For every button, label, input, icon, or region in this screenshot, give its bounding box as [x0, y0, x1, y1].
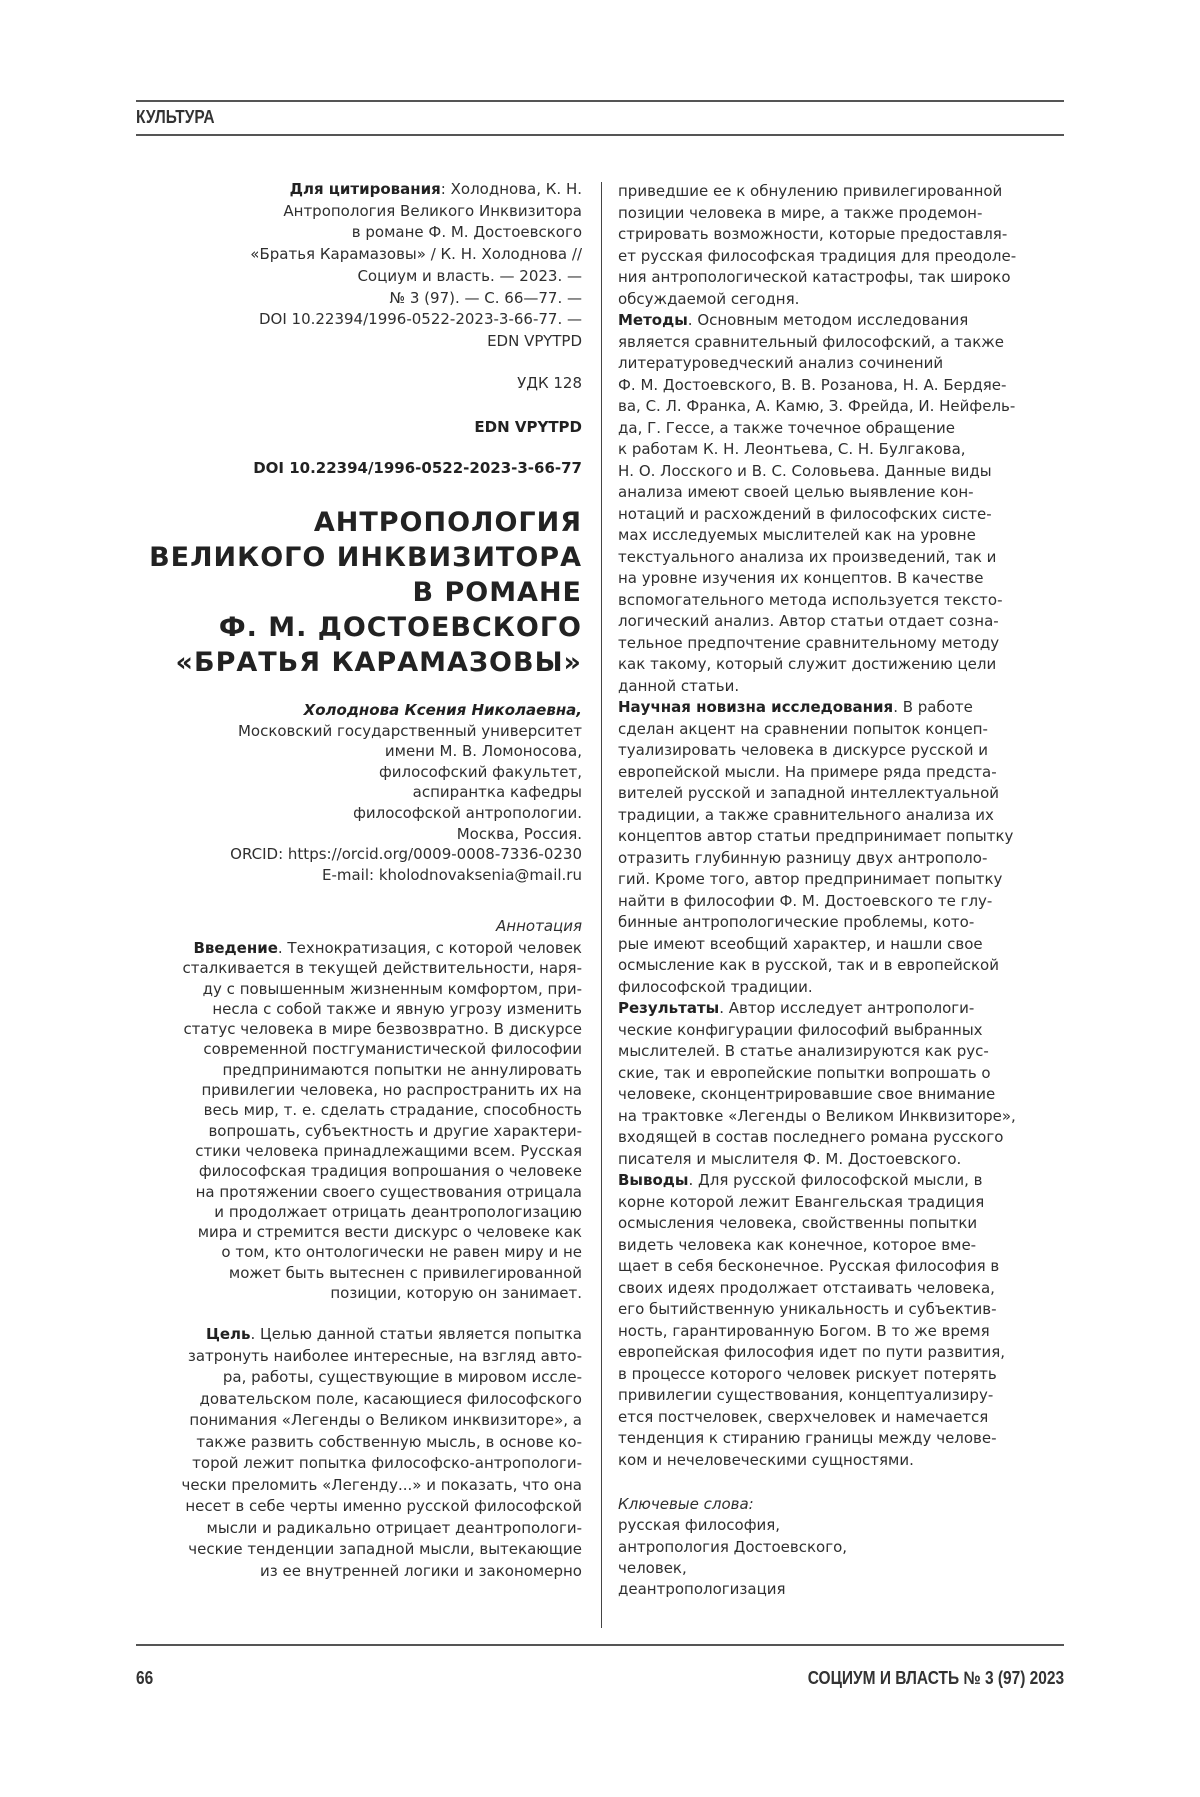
- line-text: мах исследуемых мыслителей как на уровне: [618, 526, 976, 544]
- line-text: E-mail: kholodnovaksenia@mail.ru: [322, 866, 582, 884]
- text-line: [618, 998, 1016, 1020]
- keywords-heading: Ключевые слова:: [618, 1494, 847, 1515]
- line-text: входящей в состав последнего романа русского: [618, 1128, 1003, 1146]
- text-line: [618, 611, 1016, 633]
- line-text: текстуального анализа их произведений, так и: [618, 548, 996, 566]
- line-text: привилегии существования, концептуализиру-: [618, 1386, 993, 1404]
- text-line: [618, 676, 1016, 698]
- text-line: [618, 1041, 1016, 1063]
- line-text: DOI 10.22394/1996-0522-2023-3-66-77. —: [259, 310, 582, 328]
- line-text: философской антропологии.: [353, 804, 582, 822]
- line-text: ра, работы, существующие в мировом иссле-: [223, 1368, 582, 1386]
- text-line: [618, 482, 1016, 504]
- line-text: позиции человека в мире, а также продемон-: [618, 204, 982, 222]
- line-text: ORCID: https://orcid.org/0009-0008-7336-0230: [230, 845, 582, 863]
- text-line: [182, 1222, 582, 1242]
- section-label: Для цитирования: [290, 180, 441, 198]
- text-line: [618, 1342, 1016, 1364]
- text-line: [250, 266, 582, 288]
- annotation-methods: [618, 310, 1016, 697]
- text-line: [182, 1182, 582, 1202]
- text-line: [618, 1256, 1016, 1278]
- text-line: [182, 958, 582, 978]
- text-line: [181, 1539, 582, 1561]
- text-line: [618, 934, 1016, 956]
- text-line: [250, 331, 582, 353]
- line-text: Социум и власть. — 2023. —: [357, 267, 582, 285]
- text-line: [618, 740, 1016, 762]
- line-text: ческие тенденции западной мысли, вытекающие: [188, 1540, 582, 1558]
- line-text: ется постчеловек, сверхчеловек и намечается: [618, 1408, 988, 1426]
- line-text: мира и стремится вести дискурс о человеке как: [198, 1223, 582, 1241]
- section-label: Выводы: [618, 1171, 688, 1189]
- text-line: [618, 654, 1016, 676]
- line-text: на трактовке «Легенды о Великом Инквизиторе»,: [618, 1107, 1016, 1125]
- text-line: [182, 938, 582, 958]
- line-text: из ее внутренней логики и закономерно: [260, 1562, 582, 1580]
- text-line: [181, 1346, 582, 1368]
- line-text: философская традиция вопрошания о человеке: [199, 1162, 582, 1180]
- line-text: является сравнительный философский, а также: [618, 333, 1004, 351]
- text-line: [618, 289, 1016, 311]
- line-text: имени М. В. Ломоносова,: [385, 742, 582, 760]
- text-line: [182, 1283, 582, 1303]
- text-line: [618, 719, 1016, 741]
- annotation-results: [618, 998, 1016, 1170]
- text-line: [618, 633, 1016, 655]
- text-line: [618, 590, 1016, 612]
- line-text: на уровне изучения их концептов. В качестве: [618, 569, 983, 587]
- line-text: АНТРОПОЛОГИЯ: [314, 507, 582, 538]
- text-line: [618, 762, 1016, 784]
- line-text: . В работе: [893, 698, 973, 716]
- line-text: и продолжает отрицать деантропологизацию: [214, 1203, 582, 1221]
- text-line: [618, 1515, 847, 1536]
- line-text: писателя и мыслителя Ф. М. Достоевского.: [618, 1150, 961, 1168]
- line-text: щает в себя бесконечное. Русская философия в: [618, 1257, 999, 1275]
- text-line: [182, 1060, 582, 1080]
- text-line: [182, 1100, 582, 1120]
- line-text: ность, гарантированную Богом. В то же время: [618, 1322, 990, 1340]
- text-line: [618, 1579, 847, 1600]
- line-text: . Автор исследует антропологи-: [719, 999, 974, 1017]
- text-line: [618, 1192, 1016, 1214]
- header-bottom-rule: [136, 134, 1064, 136]
- annotation-goal-continued: [618, 181, 1016, 310]
- annotation-introduction: [182, 938, 582, 1303]
- text-line: [618, 203, 1016, 225]
- line-text: литературоведческий анализ сочинений: [618, 354, 943, 372]
- text-line: [181, 1367, 582, 1389]
- keywords-list: [618, 1515, 847, 1600]
- text-line: [618, 783, 1016, 805]
- line-text: в процессе которого человек рискует потерять: [618, 1365, 997, 1383]
- text-line: [182, 1019, 582, 1039]
- line-text: предпринимаются попытки не аннулировать: [222, 1061, 582, 1079]
- text-line: [618, 547, 1016, 569]
- annotation-conclusions: [618, 1170, 1016, 1471]
- text-line: [618, 1450, 1016, 1472]
- text-line: [618, 1558, 847, 1579]
- text-line: [618, 848, 1016, 870]
- line-text: ва, С. Л. Франка, А. Камю, З. Фрейда, И. Нейфель-: [618, 397, 1015, 415]
- text-line: [182, 1080, 582, 1100]
- text-line: [618, 310, 1016, 332]
- text-line: [149, 610, 582, 645]
- text-line: [230, 824, 582, 845]
- text-line: [618, 181, 1016, 203]
- text-line: [250, 244, 582, 266]
- article-title: [149, 505, 582, 680]
- line-text: философской традиции.: [618, 978, 813, 996]
- line-text: антропология Достоевского,: [618, 1538, 847, 1556]
- text-line: [181, 1324, 582, 1346]
- column-divider: [601, 182, 602, 1628]
- line-text: № 3 (97). — С. 66—77. —: [390, 289, 583, 307]
- text-line: [149, 575, 582, 610]
- text-line: [181, 1561, 582, 1583]
- line-text: понимания «Легенды о Великом инквизиторе», а: [189, 1411, 582, 1429]
- line-text: : Холоднова, К. Н.: [441, 180, 582, 198]
- text-line: [618, 461, 1016, 483]
- line-text: . Основным методом исследования: [688, 311, 968, 329]
- text-line: [618, 891, 1016, 913]
- line-text: «Братья Карамазовы» / К. Н. Холоднова //: [250, 245, 582, 263]
- text-line: [618, 1127, 1016, 1149]
- line-text: позиции, которую он занимает.: [330, 1284, 582, 1302]
- section-label: Научная новизна исследования: [618, 698, 893, 716]
- line-text: рые имеют всеобщий характер, и нашли свое: [618, 935, 983, 953]
- line-text: вспомогательного метода используется тексто-: [618, 591, 1003, 609]
- line-text: чески преломить «Легенду...» и показать, что она: [181, 1476, 582, 1494]
- text-line: [618, 1235, 1016, 1257]
- line-text: русская философия,: [618, 1516, 780, 1534]
- line-text: торой лежит попытка философско-антропологи-: [192, 1454, 582, 1472]
- text-line: [181, 1389, 582, 1411]
- text-line: [250, 201, 582, 223]
- line-text: «БРАТЬЯ КАРАМАЗОВЫ»: [176, 647, 582, 678]
- line-text: его бытийственную уникальность и субъектив-: [618, 1300, 997, 1318]
- text-line: [618, 568, 1016, 590]
- line-text: мыслителей. В статье анализируются как рус-: [618, 1042, 989, 1060]
- header-top-rule: [136, 100, 1064, 102]
- text-line: [618, 1084, 1016, 1106]
- line-text: традиции, а также сравнительного анализа их: [618, 806, 994, 824]
- author-name: Холоднова Ксения Николаевна,: [230, 700, 582, 721]
- text-line: [618, 418, 1016, 440]
- line-text: ет русская философская традиция для преодоле-: [618, 247, 1016, 265]
- annotation-right-column: [618, 181, 1016, 1471]
- text-line: [181, 1496, 582, 1518]
- text-line: [618, 267, 1016, 289]
- line-text: философский факультет,: [379, 763, 582, 781]
- text-line: [182, 999, 582, 1019]
- text-line: [182, 1141, 582, 1161]
- text-line: [618, 1063, 1016, 1085]
- text-line: [182, 1161, 582, 1181]
- line-text: как такому, который служит достижению цели: [618, 655, 996, 673]
- line-text: нотаций и расхождений в философских систе-: [618, 505, 992, 523]
- text-line: [618, 246, 1016, 268]
- line-text: своих идеях продолжает отстаивать человека,: [618, 1279, 995, 1297]
- section-label: Цель: [206, 1325, 251, 1343]
- text-line: [618, 375, 1016, 397]
- text-line: [230, 721, 582, 742]
- text-line: [618, 977, 1016, 999]
- text-line: [618, 224, 1016, 246]
- line-text: ду с повышенным жизненным комфортом, при-: [203, 980, 582, 998]
- line-text: найти в философии Ф. М. Достоевского те глу-: [618, 892, 992, 910]
- doi-code: DOI 10.22394/1996-0522-2023-3-66-77: [253, 457, 582, 479]
- text-line: [250, 179, 582, 201]
- text-line: [618, 1537, 847, 1558]
- text-line: [618, 1106, 1016, 1128]
- line-text: в романе Ф. М. Достоевского: [352, 223, 582, 241]
- keywords-block: [618, 1494, 847, 1600]
- line-text: осмысление как в русской, так и в европейской: [618, 956, 999, 974]
- text-line: [230, 782, 582, 803]
- text-line: [618, 1407, 1016, 1429]
- line-text: деантропологизация: [618, 1580, 786, 1598]
- line-text: ния антропологической катастрофы, так широко: [618, 268, 1011, 286]
- line-text: анализа имеют своей целью выявление кон-: [618, 483, 974, 501]
- line-text: к работам К. Н. Леонтьева, С. Н. Булгакова,: [618, 440, 966, 458]
- line-text: Ф. М. ДОСТОЕВСКОГО: [219, 612, 582, 643]
- annotation-novelty: [618, 697, 1016, 998]
- annotation-goal: [181, 1324, 582, 1582]
- line-text: гий. Кроме того, автор предпринимает попытку: [618, 870, 1002, 888]
- line-text: Н. О. Лосского и В. С. Соловьева. Данные виды: [618, 462, 992, 480]
- text-line: [181, 1453, 582, 1475]
- line-text: осмысления человека, свойственны попытки: [618, 1214, 977, 1232]
- page-number: 66: [136, 1668, 153, 1689]
- line-text: несла с собой также и явную угрозу изменить: [212, 1000, 582, 1018]
- text-line: [618, 1213, 1016, 1235]
- section-label: Методы: [618, 311, 688, 329]
- text-line: [618, 869, 1016, 891]
- text-line: [618, 1278, 1016, 1300]
- line-text: вопрошать, субъектность и другие характери-: [208, 1122, 582, 1140]
- line-text: видеть человека как конечное, которое вме-: [618, 1236, 976, 1254]
- line-text: привилегии человека, но распространить их на: [201, 1081, 582, 1099]
- line-text: может быть вытеснен с привилегированной: [229, 1264, 582, 1282]
- line-text: В РОМАНЕ: [412, 577, 582, 608]
- text-line: [182, 1242, 582, 1262]
- text-line: [618, 955, 1016, 977]
- line-text: . Технократизация, с которой человек: [278, 939, 582, 957]
- line-text: концептов автор статьи предпринимает попытку: [618, 827, 1013, 845]
- text-line: [618, 1020, 1016, 1042]
- text-line: [618, 1321, 1016, 1343]
- text-line: [618, 1299, 1016, 1321]
- section-label: Введение: [193, 939, 277, 957]
- text-line: [618, 1149, 1016, 1171]
- line-text: логический анализ. Автор статьи отдает созна-: [618, 612, 999, 630]
- line-text: ческие конфигурации философий выбранных: [618, 1021, 983, 1039]
- text-line: [230, 803, 582, 824]
- text-line: [182, 1121, 582, 1141]
- line-text: EDN VPYTPD: [487, 332, 582, 350]
- line-text: сталкивается в текущей действительности, наря-: [182, 959, 582, 977]
- line-text: обсуждаемой сегодня.: [618, 290, 799, 308]
- line-text: . Целью данной статьи является попытка: [251, 1325, 582, 1343]
- section-label: Результаты: [618, 999, 719, 1017]
- line-text: сделан акцент на сравнении попыток концеп-: [618, 720, 988, 738]
- line-text: приведшие ее к обнулению привилегированной: [618, 182, 1002, 200]
- footer-rule: [136, 1644, 1064, 1646]
- line-text: также развить собственную мысль, в основе ко-: [196, 1433, 582, 1451]
- line-text: статус человека в мире безвозвратно. В дискурсе: [183, 1020, 582, 1038]
- line-text: весь мир, т. е. сделать страдание, способность: [204, 1101, 582, 1119]
- text-line: [618, 1170, 1016, 1192]
- text-line: [182, 1263, 582, 1283]
- text-line: [230, 844, 582, 865]
- line-text: Ф. М. Достоевского, В. В. Розанова, Н. А. Бердяе-: [618, 376, 1006, 394]
- section-running-head: КУЛЬТУРА: [136, 107, 215, 128]
- text-line: [250, 288, 582, 310]
- text-line: [618, 1385, 1016, 1407]
- text-line: [149, 540, 582, 575]
- line-text: стрировать возможности, которые предоставля-: [618, 225, 1007, 243]
- line-text: Москва, Россия.: [457, 825, 582, 843]
- line-text: затронуть наиболее интересные, на взгляд авто-: [188, 1347, 582, 1365]
- line-text: тельное предпочтение сравнительному методу: [618, 634, 999, 652]
- text-line: [618, 396, 1016, 418]
- line-text: мысли и радикально отрицает деантропологи-: [207, 1519, 582, 1537]
- author-block: [230, 700, 582, 885]
- citation-block: [250, 179, 582, 353]
- text-line: [618, 525, 1016, 547]
- text-line: [618, 332, 1016, 354]
- line-text: тенденция к стиранию границы между челове-: [618, 1429, 997, 1447]
- text-line: [618, 805, 1016, 827]
- text-line: [182, 1039, 582, 1059]
- author-affiliation: [230, 721, 582, 886]
- text-line: [618, 697, 1016, 719]
- text-line: [250, 222, 582, 244]
- line-text: на протяжении своего существования отрицала: [196, 1183, 582, 1201]
- line-text: ком и нечеловеческими сущностями.: [618, 1451, 914, 1469]
- line-text: данной статьи.: [618, 677, 739, 695]
- line-text: человек,: [618, 1559, 687, 1577]
- text-line: [181, 1432, 582, 1454]
- line-text: стики человека принадлежащими всем. Русская: [195, 1142, 582, 1160]
- text-line: [618, 1428, 1016, 1450]
- text-line: [618, 353, 1016, 375]
- line-text: Московский государственный университет: [238, 722, 582, 740]
- text-line: [618, 439, 1016, 461]
- line-text: европейская философия идет по пути развития,: [618, 1343, 1005, 1361]
- line-text: человеке, сконцентрировавшие свое внимание: [618, 1085, 995, 1103]
- line-text: отразить глубинную разницу двух антрополо-: [618, 849, 987, 867]
- line-text: аспирантка кафедры: [413, 783, 582, 801]
- line-text: о том, кто онтологически не равен миру и не: [221, 1243, 582, 1261]
- annotation-heading: Аннотация: [496, 916, 582, 937]
- text-line: [230, 865, 582, 886]
- line-text: несет в себе черты именно русской философской: [185, 1497, 582, 1515]
- line-text: корне которой лежит Евангельская традиция: [618, 1193, 984, 1211]
- text-line: [618, 826, 1016, 848]
- line-text: современной постгуманистической философии: [203, 1040, 582, 1058]
- text-line: [181, 1475, 582, 1497]
- text-line: [230, 741, 582, 762]
- line-text: бинные антропологические проблемы, кото-: [618, 913, 974, 931]
- text-line: [618, 1364, 1016, 1386]
- line-text: ские, так и европейские попытки вопрошать о: [618, 1064, 991, 1082]
- edn-code: EDN VPYTPD: [474, 416, 582, 438]
- text-line: [618, 504, 1016, 526]
- text-line: [181, 1518, 582, 1540]
- line-text: вителей русской и западной интеллектуальной: [618, 784, 999, 802]
- line-text: довательском поле, касающиеся философского: [200, 1390, 582, 1408]
- line-text: европейской мысли. На примере ряда предста-: [618, 763, 997, 781]
- line-text: да, Г. Гессе, а также точечное обращение: [618, 419, 955, 437]
- text-line: [149, 645, 582, 680]
- text-line: [230, 762, 582, 783]
- journal-issue: СОЦИУМ И ВЛАСТЬ № 3 (97) 2023: [808, 1668, 1064, 1689]
- text-line: [250, 309, 582, 331]
- line-text: ВЕЛИКОГО ИНКВИЗИТОРА: [149, 542, 582, 573]
- text-line: [618, 912, 1016, 934]
- udk-code: УДК 128: [517, 372, 582, 394]
- text-line: [181, 1410, 582, 1432]
- line-text: Антропология Великого Инквизитора: [283, 202, 582, 220]
- text-line: [149, 505, 582, 540]
- text-line: [182, 979, 582, 999]
- text-line: [182, 1202, 582, 1222]
- line-text: туализировать человека в дискурсе русской и: [618, 741, 988, 759]
- line-text: . Для русской философской мысли, в: [688, 1171, 982, 1189]
